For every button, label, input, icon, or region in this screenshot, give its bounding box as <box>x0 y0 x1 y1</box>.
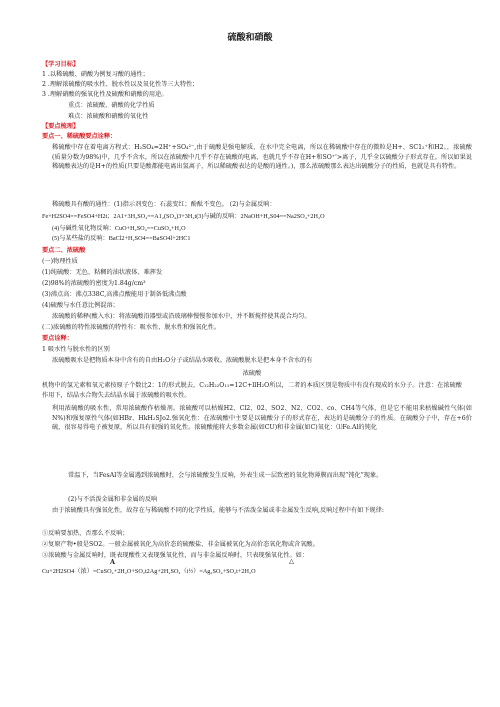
key-point: 重点：浓硫酸、硝酸的化学性质 <box>68 102 155 109</box>
final-equation: Cu+2H2SO4（浓）=CuSO₄+2H₂O+SO₂t2Ag+2H₂SO₄（i½）=Ag₂SO₄+SO₂t+2H₂O <box>42 568 256 575</box>
physical-item: (3)沸点高：沸点338C,高沸点酸能用于制备低沸点酸 <box>42 291 187 298</box>
rule-item: ①反响要加热，否那么不反响； <box>42 530 129 537</box>
review-header: 【要点梳理】 <box>42 123 80 130</box>
physical-header: (一)物理性质 <box>42 258 78 265</box>
heating-mark-a: A <box>110 558 116 566</box>
goal-item: 2 .理解浓硫酸的吸水性、脱水性以及氧化性等三大特性； <box>42 81 199 88</box>
uses-paragraph: 利用浓硫酸的吸水性，常用浓硫酸作枯燥剂。浓硫酸可以枯燥H2、Cl2、02、SO2、N2、CO2、co、CH4等气体，但是它不能用来枯燥碱性气体(如N%)和强复原性气体(如HBr、HkH₂SJo2.强氧化性：在浓硫酸中主要是以硫酸分子的形式存在，表达的是硫酸分子的性质。在硫酸分子中，存在+6价硫，很容易得电子被复原，所以具有很强的氧化性。浓硫酸能将大多数金属(如CU)和非金属(如C)氧化：⑴Fe.Al的钝化 <box>52 405 472 431</box>
point2-header: 要点二、浓硫酸 <box>42 247 86 254</box>
rule-item: ②复原产物•般是SO2。一般金属被氧化为高价态的硫酸盐，非金属被氧化为高价态氧化物或含氧酸。 <box>42 541 319 548</box>
point1-properties: 稀硫酸具有酸的通性：(1)指示剂变色：石蕊变红；酚酞不变色。 (2)与金属反响： <box>52 201 276 208</box>
goal-item: 3 .理解硝酸的强氧化性及硫酸和硝酸的用途。 <box>42 91 168 98</box>
page-title: 硫酸和硝酸 <box>227 33 273 43</box>
passivation-paragraph: 常温下，当FesAl等金属遇到浓硫酸时，会与浓硫酸发生反响，外表生成一层致密的氧化物薄膜而出现“钝化”现象。 <box>68 472 383 479</box>
equation-salt: (5)与某些盐的反响：BaCl2+H₂SO4==BaSO4l+2HC1 <box>52 235 191 242</box>
physical-item: (4)硫酸与水任意比例混溶； <box>42 302 119 309</box>
subscript-label: 浓硫酸 <box>242 370 262 377</box>
goal-item: 1 .以稀硫酸、硝酸为例复习酸的通性； <box>42 71 149 78</box>
goals-header: 【学习目标】 <box>42 61 80 68</box>
physical-item: (1)纯硫酸：无色、粘稠的油状液体、难挥发 <box>42 269 163 276</box>
dilution-note: 浓硫酸的稀释(酸入水)：将浓硫酸沿器壁或沿玻璃棒慢慢参加水中，并不断搅拌使其混合均匀。 <box>52 313 311 320</box>
heating-mark-delta: △ <box>289 557 294 565</box>
difficulty: 难点：浓硫酸和硝酸的氧化性 <box>68 113 149 120</box>
absorb-header: 1 吸水性与脱水性的区别 <box>42 346 110 353</box>
metal-reaction-paragraph: 由于浓硫酸具有强氧化性，故存在与稀硫酸不同的化学性质，能够与不活泼金属或非金属发生反响,反响过程中有如下规律: <box>52 507 384 514</box>
rule-item: ③浓硫酸与金属反响时，既表现酸性又表现强氧化性，而与非金属反响时，只表现强氧化性。如： <box>42 552 309 559</box>
explain-header: 要点诠释： <box>42 335 73 342</box>
equation-oxide: (4)与碱性氧化物反响：CuO+H₂SO₄==CuSO₄+H₂O <box>52 225 186 232</box>
equation-metal: Fe+H2SO4==FeSO4+H2t；2A1+3H₂SO₄==A1₂(SO₄)3+3H₂t(3)与碱的反响：2NaOH+H₂S04==Na2SO₄+2H₂O <box>42 213 325 220</box>
point1-paragraph: 稀硫酸中存在着电离方程式：H₂SO₄=2H⁺+SO₄²⁻,由于硫酸是强电解质，在水中完全电离，所以在稀硫酸中存在的微粒是H+、SC1₂⁺和H2。，浓硫酸(质量分数为98%)中，几乎不含水，所以在浓硫酸中几乎不存在硫酸的电离，也就几乎不存在H+和SO⁺'>离子，几乎全以硫酸分子形式存在。所以如果说稀硫酸表达的是H+的性质(只要是酸都能电离出氢离子，所以稀硫酸表达的是酸的通性。)，那么浓硫酸那么表达出硫酸分子的性质，也就是具有特性。 <box>52 144 472 170</box>
absorb-paragraph: 浓硫酸吸水是把物质本身中含有的自由H₂O分子或结晶水吸收。浓硫酸脱水是把本身不含水的有 <box>52 357 313 364</box>
point1-header: 要点一、稀硫酸要点诠释： <box>42 133 117 140</box>
physical-item: (2)98%的浓硫酸的密度为1.84g/cm³ <box>42 280 146 287</box>
dehydrate-paragraph: 机物中的氢元素和氧元素按原子个数比2：1的形式脱去，C₁₂H₂₂O₁₁=12C+llH₂O所以，二者的本质区别是物质中有没有现成的水分子。注意：在浓硫酸作用下，结晶水合物失去结晶水属于浓硫酸的吸水性。 <box>42 382 462 399</box>
special-properties: (二)浓硫酸的特性浓硫酸的特性有：吸水性、脱水性和强氧化性。 <box>42 324 221 331</box>
metal-reaction-header: (2)与不活泼金属和非金属的反响 <box>68 496 158 503</box>
